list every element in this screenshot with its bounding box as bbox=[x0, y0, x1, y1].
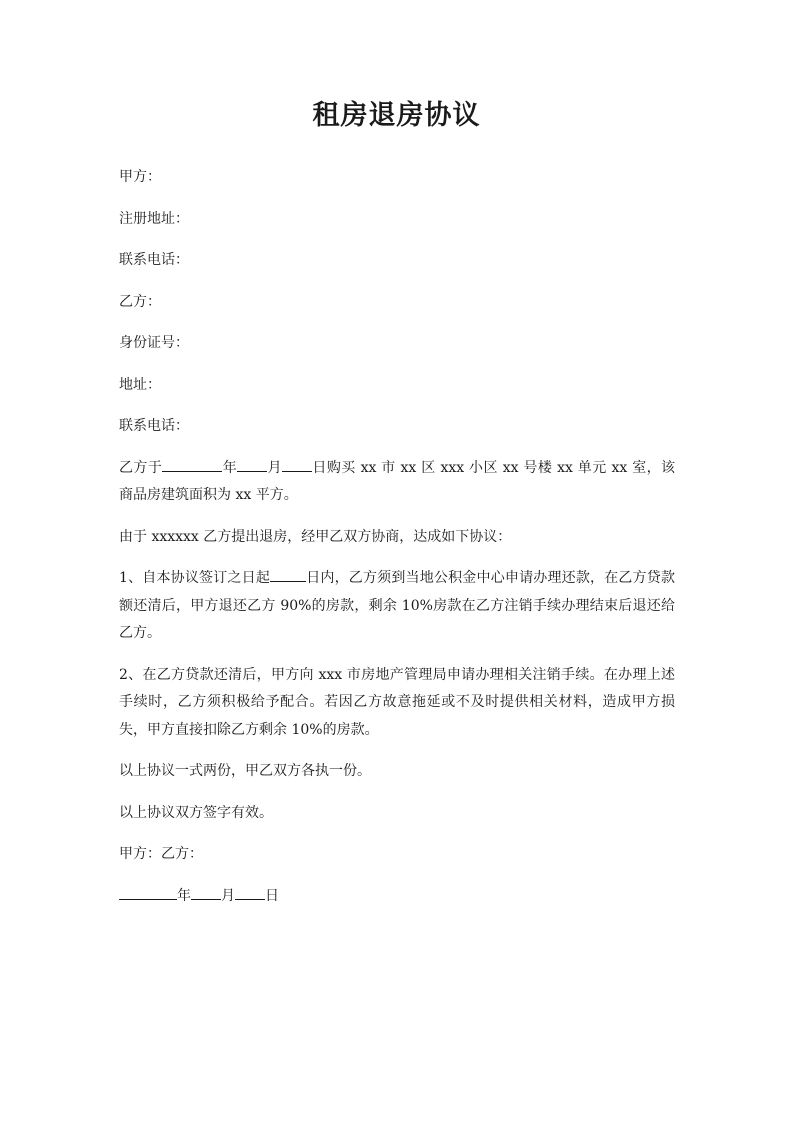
party-b-label: 乙方： bbox=[119, 293, 161, 310]
document-body bbox=[119, 164, 675, 924]
date-day-text: 日 bbox=[265, 887, 279, 904]
date-day-blank bbox=[235, 885, 265, 900]
purchase-paragraph bbox=[119, 455, 675, 510]
purchase-text-4: 日购买 xx 市 xx 区 xxx 小区 xx 号楼 xx 单元 xx 室，该商品房建筑面积为 xx 平方。 bbox=[119, 459, 676, 503]
date-month-blank bbox=[191, 885, 221, 900]
validity-paragraph: 以上协议双方签字有效。 bbox=[119, 804, 273, 821]
purchase-month-blank bbox=[237, 457, 267, 472]
party-a-label: 甲方： bbox=[119, 169, 161, 185]
party-a-phone-label: 联系电话： bbox=[119, 252, 189, 268]
document-title: 租房退房协议 bbox=[312, 100, 481, 131]
clause-1-text-2: 日内，乙方须到当地公积金中心申请办理还款，在乙方贷款额还清后，甲方退还乙方 90%的房款，剩余 10%房款在乙方注销手续办理结束后退还给乙方。 bbox=[119, 570, 675, 641]
clause-1-text-1: 1、自本协议签订之日起 bbox=[119, 570, 271, 586]
purchase-text-2: 年 bbox=[222, 459, 238, 476]
party-b-address-label: 地址： bbox=[119, 376, 161, 393]
copies-paragraph: 以上协议一式两份，甲乙双方各执一份。 bbox=[119, 763, 371, 779]
date-month-text: 月 bbox=[221, 887, 235, 904]
purchase-text-1: 乙方于 bbox=[119, 459, 163, 476]
purchase-text-3: 月 bbox=[267, 459, 282, 476]
date-year-blank bbox=[119, 885, 177, 900]
party-b-phone-label: 联系电话： bbox=[119, 418, 189, 434]
purchase-year-blank bbox=[162, 457, 222, 472]
purchase-day-blank bbox=[282, 457, 312, 472]
date-line bbox=[119, 883, 675, 911]
clause-2: 2、在乙方贷款还清后，甲方向 xxx 市房地产管理局申请办理相关注销手续。在办理上述手续时，乙方须积极给予配合。若因乙方故意拖延或不及时提供相关材料，造成甲方损失，甲方直接扣除乙方剩余 10%的房款。 bbox=[119, 666, 675, 738]
clause-1-days-blank bbox=[270, 567, 306, 582]
signature-line: 甲方：乙方： bbox=[119, 846, 203, 862]
reason-paragraph: 由于 xxxxxx 乙方提出退房，经甲乙双方协商，达成如下协议： bbox=[119, 528, 512, 545]
party-b-id-label: 身份证号： bbox=[119, 335, 189, 351]
clause-1 bbox=[119, 565, 675, 648]
date-year-text: 年 bbox=[177, 887, 191, 904]
party-a-reg-address-label: 注册地址： bbox=[119, 210, 189, 227]
